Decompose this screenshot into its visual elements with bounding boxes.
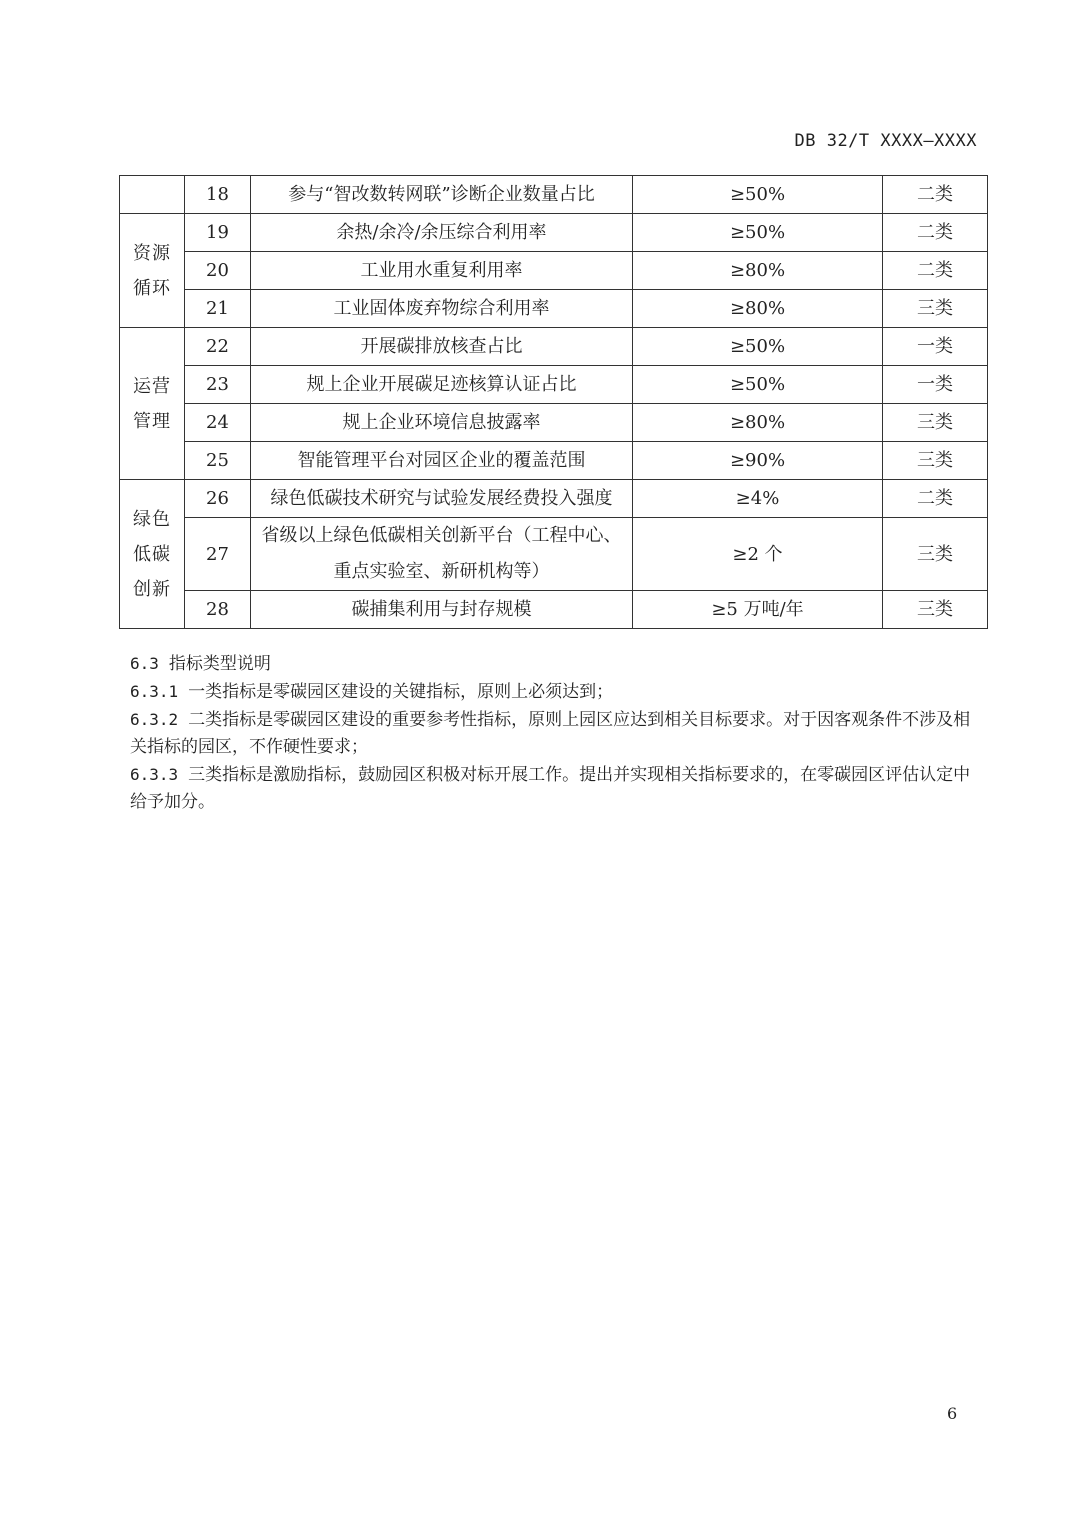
table-row <box>120 214 988 252</box>
indicator-name <box>251 518 633 591</box>
indicator-type: 二类 <box>883 480 988 518</box>
indicator-name: 工业用水重复利用率 <box>251 252 633 290</box>
category-label-line: 资源 <box>133 242 171 264</box>
note-item <box>130 761 980 816</box>
indicator-type: 三类 <box>883 290 988 328</box>
document-code: DB 32/T XXXX—XXXX <box>794 131 977 151</box>
indicator-name: 智能管理平台对园区企业的覆盖范围 <box>251 442 633 480</box>
indicator-type: 三类 <box>883 518 988 591</box>
indicator-target: ≥90% <box>633 442 883 480</box>
category-resource-cycle <box>120 214 185 328</box>
indicator-target: ≥80% <box>633 404 883 442</box>
clause-text: 三类指标是激励指标，鼓励园区积极对标开展工作。提出并实现相关指标要求的，在零碳园区评估认定中给予加分。 <box>130 765 971 812</box>
category-green-innovation <box>120 480 185 629</box>
indicator-type: 二类 <box>883 176 988 214</box>
table-row <box>120 480 988 518</box>
table-row <box>120 290 988 328</box>
table-row <box>120 328 988 366</box>
table-row <box>120 442 988 480</box>
row-number: 18 <box>185 176 251 214</box>
indicator-type-notes <box>130 650 980 816</box>
category-label-line: 创新 <box>133 578 171 600</box>
row-number: 20 <box>185 252 251 290</box>
table-row <box>120 404 988 442</box>
indicator-target: ≥5 万吨/年 <box>633 591 883 629</box>
row-number: 24 <box>185 404 251 442</box>
row-number: 25 <box>185 442 251 480</box>
row-number: 19 <box>185 214 251 252</box>
section-title: 指标类型说明 <box>168 654 271 674</box>
indicator-type: 三类 <box>883 442 988 480</box>
note-item <box>130 706 980 761</box>
row-number: 27 <box>185 518 251 591</box>
indicator-target: ≥80% <box>633 252 883 290</box>
indicator-type: 一类 <box>883 328 988 366</box>
indicator-target: ≥4% <box>633 480 883 518</box>
row-number: 21 <box>185 290 251 328</box>
section-number: 6.3 <box>130 654 159 673</box>
page-number: 6 <box>947 1404 958 1423</box>
indicator-target: ≥80% <box>633 290 883 328</box>
indicator-type: 三类 <box>883 404 988 442</box>
indicator-target: ≥2 个 <box>633 518 883 591</box>
clause-text: 一类指标是零碳园区建设的关键指标，原则上必须达到； <box>188 682 614 702</box>
indicator-type: 二类 <box>883 214 988 252</box>
category-cell-continued <box>120 176 185 214</box>
row-number: 22 <box>185 328 251 366</box>
clause-number: 6.3.2 <box>130 710 179 729</box>
row-number: 26 <box>185 480 251 518</box>
section-heading <box>130 650 980 678</box>
category-label-line: 绿色 <box>133 508 171 530</box>
indicator-table <box>119 175 988 629</box>
indicator-name-line: 省级以上绿色低碳相关创新平台（工程中心、 <box>261 525 622 546</box>
indicator-name-line: 重点实验室、新研机构等） <box>333 561 550 582</box>
row-number: 28 <box>185 591 251 629</box>
note-item <box>130 678 980 706</box>
indicator-type: 一类 <box>883 366 988 404</box>
indicator-name: 规上企业开展碳足迹核算认证占比 <box>251 366 633 404</box>
indicator-type: 三类 <box>883 591 988 629</box>
category-label-line: 管理 <box>133 410 171 432</box>
table-row <box>120 176 988 214</box>
clause-text: 二类指标是零碳园区建设的重要参考性指标，原则上园区应达到相关目标要求。对于因客观条件不涉及相关指标的园区，不作硬性要求； <box>130 710 971 757</box>
indicator-name: 碳捕集利用与封存规模 <box>251 591 633 629</box>
indicator-target: ≥50% <box>633 366 883 404</box>
indicator-name: 绿色低碳技术研究与试验发展经费投入强度 <box>251 480 633 518</box>
category-label-line: 循环 <box>133 277 171 299</box>
table-row <box>120 366 988 404</box>
indicator-name: 开展碳排放核查占比 <box>251 328 633 366</box>
category-label-line: 低碳 <box>133 543 171 565</box>
indicator-name: 工业固体废弃物综合利用率 <box>251 290 633 328</box>
row-number: 23 <box>185 366 251 404</box>
indicator-name: 规上企业环境信息披露率 <box>251 404 633 442</box>
table-row <box>120 591 988 629</box>
category-label-line: 运营 <box>133 375 171 397</box>
indicator-target: ≥50% <box>633 328 883 366</box>
indicator-target: ≥50% <box>633 214 883 252</box>
clause-number: 6.3.1 <box>130 682 179 701</box>
table-row <box>120 518 988 591</box>
indicator-type: 二类 <box>883 252 988 290</box>
indicator-target: ≥50% <box>633 176 883 214</box>
table-row <box>120 252 988 290</box>
category-operation-management <box>120 328 185 480</box>
indicator-name: 参与“智改数转网联”诊断企业数量占比 <box>251 176 633 214</box>
indicator-name: 余热/余冷/余压综合利用率 <box>251 214 633 252</box>
clause-number: 6.3.3 <box>130 765 179 784</box>
